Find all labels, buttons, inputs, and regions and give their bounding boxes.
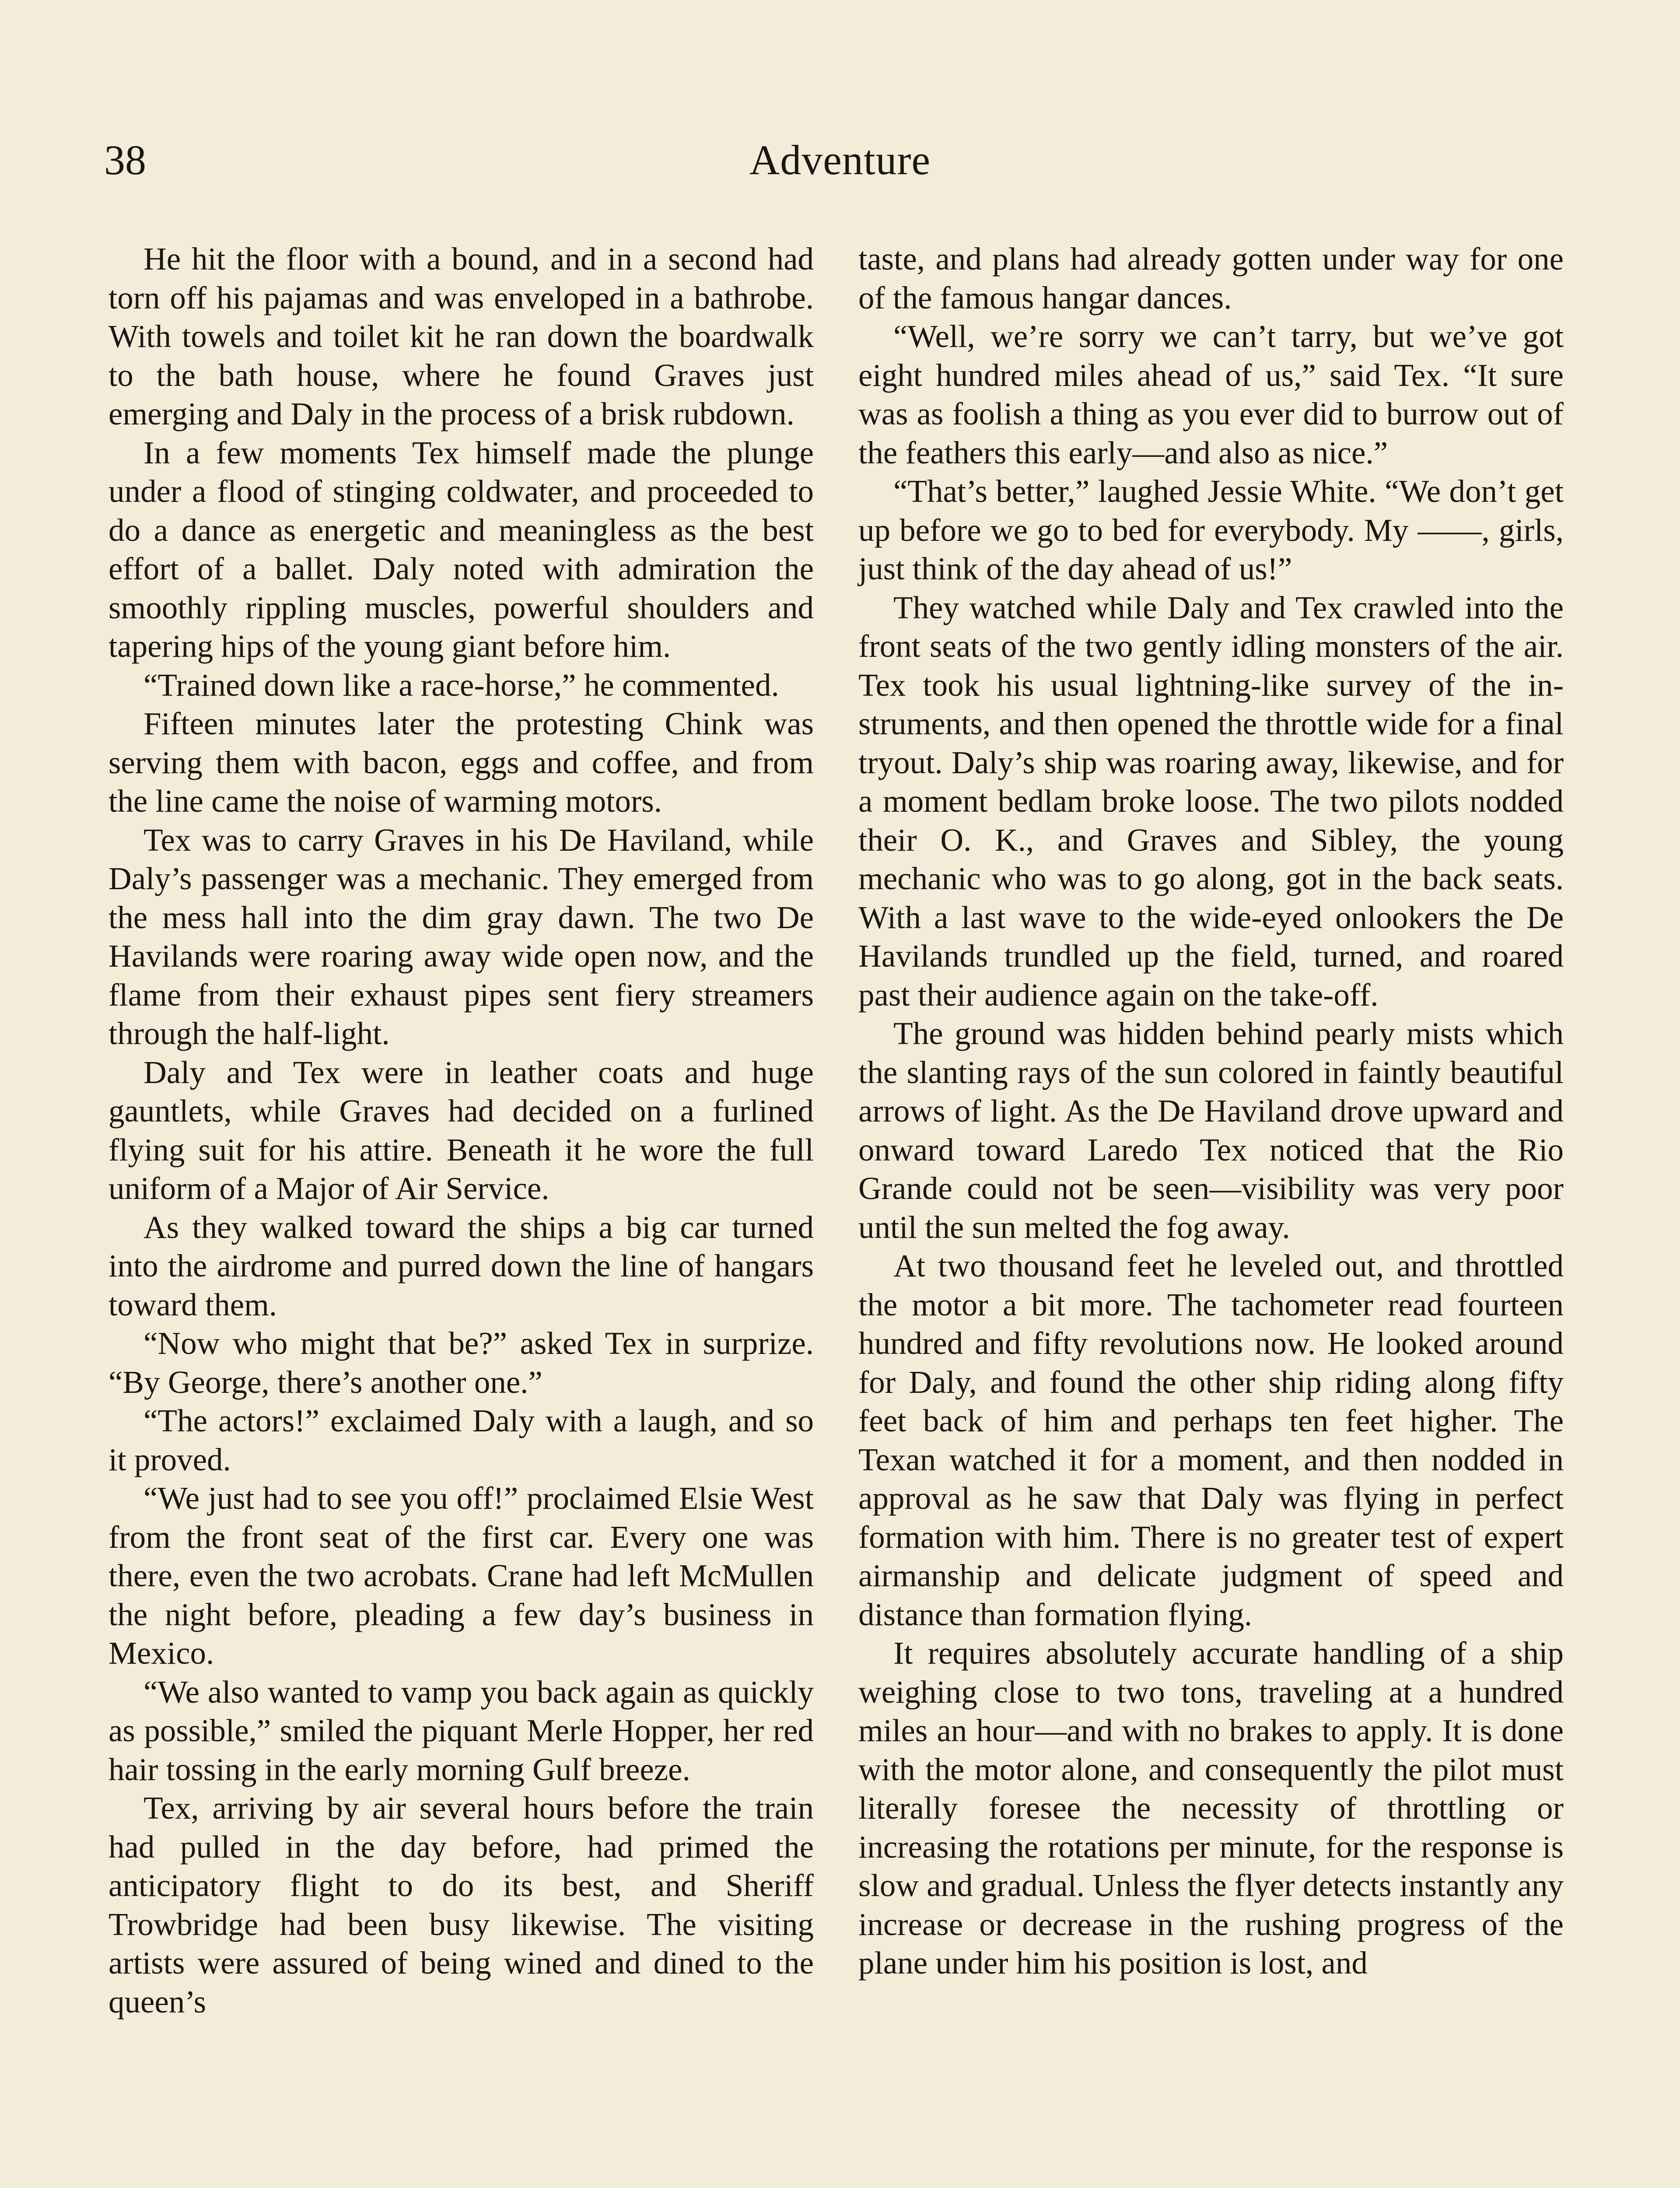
left-column <box>108 240 814 2021</box>
paragraph: Tex, arriving by air several hours before the train had pulled in the day before, had primed the anticipatory flight to do its best, and Sheriff Trowbridge had been busy likewise. The visiting artists were assured of being wined and dined to the queen’s <box>108 1790 814 2020</box>
paragraph: “We just had to see you off!” proclaimed Elsie West from the front seat of the first car. Every one was there, even the two acrobats. Crane had left McMullen the night before, pleading a few day’s business in Mexico. <box>108 1480 814 1671</box>
paragraph: He hit the floor with a bound, and in a second had torn off his pajamas and was enveloped in a bathrobe. With towels and toilet kit he ran down the boardwalk to the bath house, where he found Graves just emerging and Daly in the process of a brisk rubdown. <box>108 241 814 431</box>
paragraph: Tex was to carry Graves in his De Haviland, while Daly’s passenger was a mechanic. They emerged from the mess hall into the dim gray dawn. The two De Havilands were roaring away wide open now, and the flame from their exhaust pipes sent fiery streamers through the half-light. <box>108 822 814 1051</box>
paragraph: “We also wanted to vamp you back again as quickly as possible,” smiled the piquant Merle Hopper, her red hair tossing in the early morning Gulf breeze. <box>108 1674 814 1787</box>
running-head: Adventure <box>749 137 931 183</box>
paragraph: It requires absolutely accurate handling of a ship weighing close to two tons, traveling at a hundred miles an hour—and with no brakes to apply. It is done with the motor alone, and consequently the pilot must literally foresee the necessity of throttling or increasing the rotations per minute, for the response is slow and gradual. Unless the flyer detects instantly any increase or decrease in the rushing progress of the plane under him his position is lost, and <box>858 1635 1564 1981</box>
paragraph: The ground was hidden behind pearly mists which the slanting rays of the sun colored in faintly beautiful arrows of light. As the De Haviland drove upward and onward toward Laredo Tex noticed that the Rio Grande could not be seen—visibility was very poor until the sun melted the fog away. <box>858 1016 1564 1245</box>
paragraph: In a few moments Tex himself made the plunge under a flood of stinging coldwater, and proceeded to do a dance as energetic and meaningless as the best effort of a ballet. Daly noted with admiration the smoothly rippling muscles, powerful shoulders and tapering hips of the young giant before him. <box>108 435 814 664</box>
page-number: 38 <box>104 137 146 183</box>
paragraph: “Trained down like a race-horse,” he commented. <box>144 667 779 703</box>
paragraph: “The actors!” exclaimed Daly with a laugh, and so it proved. <box>108 1403 814 1477</box>
paragraph: “Well, we’re sorry we can’t tarry, but we’ve got eight hundred miles ahead of us,” said Tex. “It sure was as foolish a thing as you ever did to burrow out of the feathers this early—and also as nice.” <box>858 319 1564 470</box>
paragraph: “That’s better,” laughed Jessie White. “We don’t get up before we go to bed for everybody. My ——, girls, just think of the day ahead of us!” <box>858 473 1564 586</box>
paragraph: They watched while Daly and Tex crawled into the front seats of the two gently idling monsters of the air. Tex took his usual lightning-like survey of the instruments, and then opened the throttle wide for a final tryout. Daly’s ship was roaring away, likewise, and for a moment bedlam broke loose. The two pilots nodded their O. K., and Graves and Sibley, the young mechanic who was to go along, got in the back seats. With a last wave to the wide-eyed onlookers the De Havilands trundled up the field, turned, and roared past their audience again on the take-off. <box>858 589 1564 1013</box>
paragraph: At two thousand feet he leveled out, and throttled the motor a bit more. The tachometer read fourteen hundred and fifty revolutions now. He looked around for Daly, and found the other ship riding along fifty feet back of him and perhaps ten feet higher. The Texan watched it for a moment, and then nodded in approval as he saw that Daly was flying in perfect formation with him. There is no greater test of expert airmanship and delicate judgment of speed and distance than formation flying. <box>858 1248 1564 1632</box>
paragraph: Daly and Tex were in leather coats and huge gauntlets, while Graves had decided on a furlined flying suit for his attire. Beneath it he wore the full uniform of a Major of Air Service. <box>108 1054 814 1206</box>
paragraph: As they walked toward the ships a big car turned into the airdrome and purred down the line of hangars toward them. <box>108 1209 814 1322</box>
paragraph: “Now who might that be?” asked Tex in surprize. “By George, there’s another one.” <box>108 1325 814 1400</box>
right-column <box>858 240 1564 1983</box>
paragraph-continued: taste, and plans had already gotten under way for one of the famous hangar dances. <box>858 241 1564 316</box>
paragraph: Fifteen minutes later the protesting Chink was serving them with bacon, eggs and coffee, and from the line came the noise of warming motors. <box>108 706 814 819</box>
